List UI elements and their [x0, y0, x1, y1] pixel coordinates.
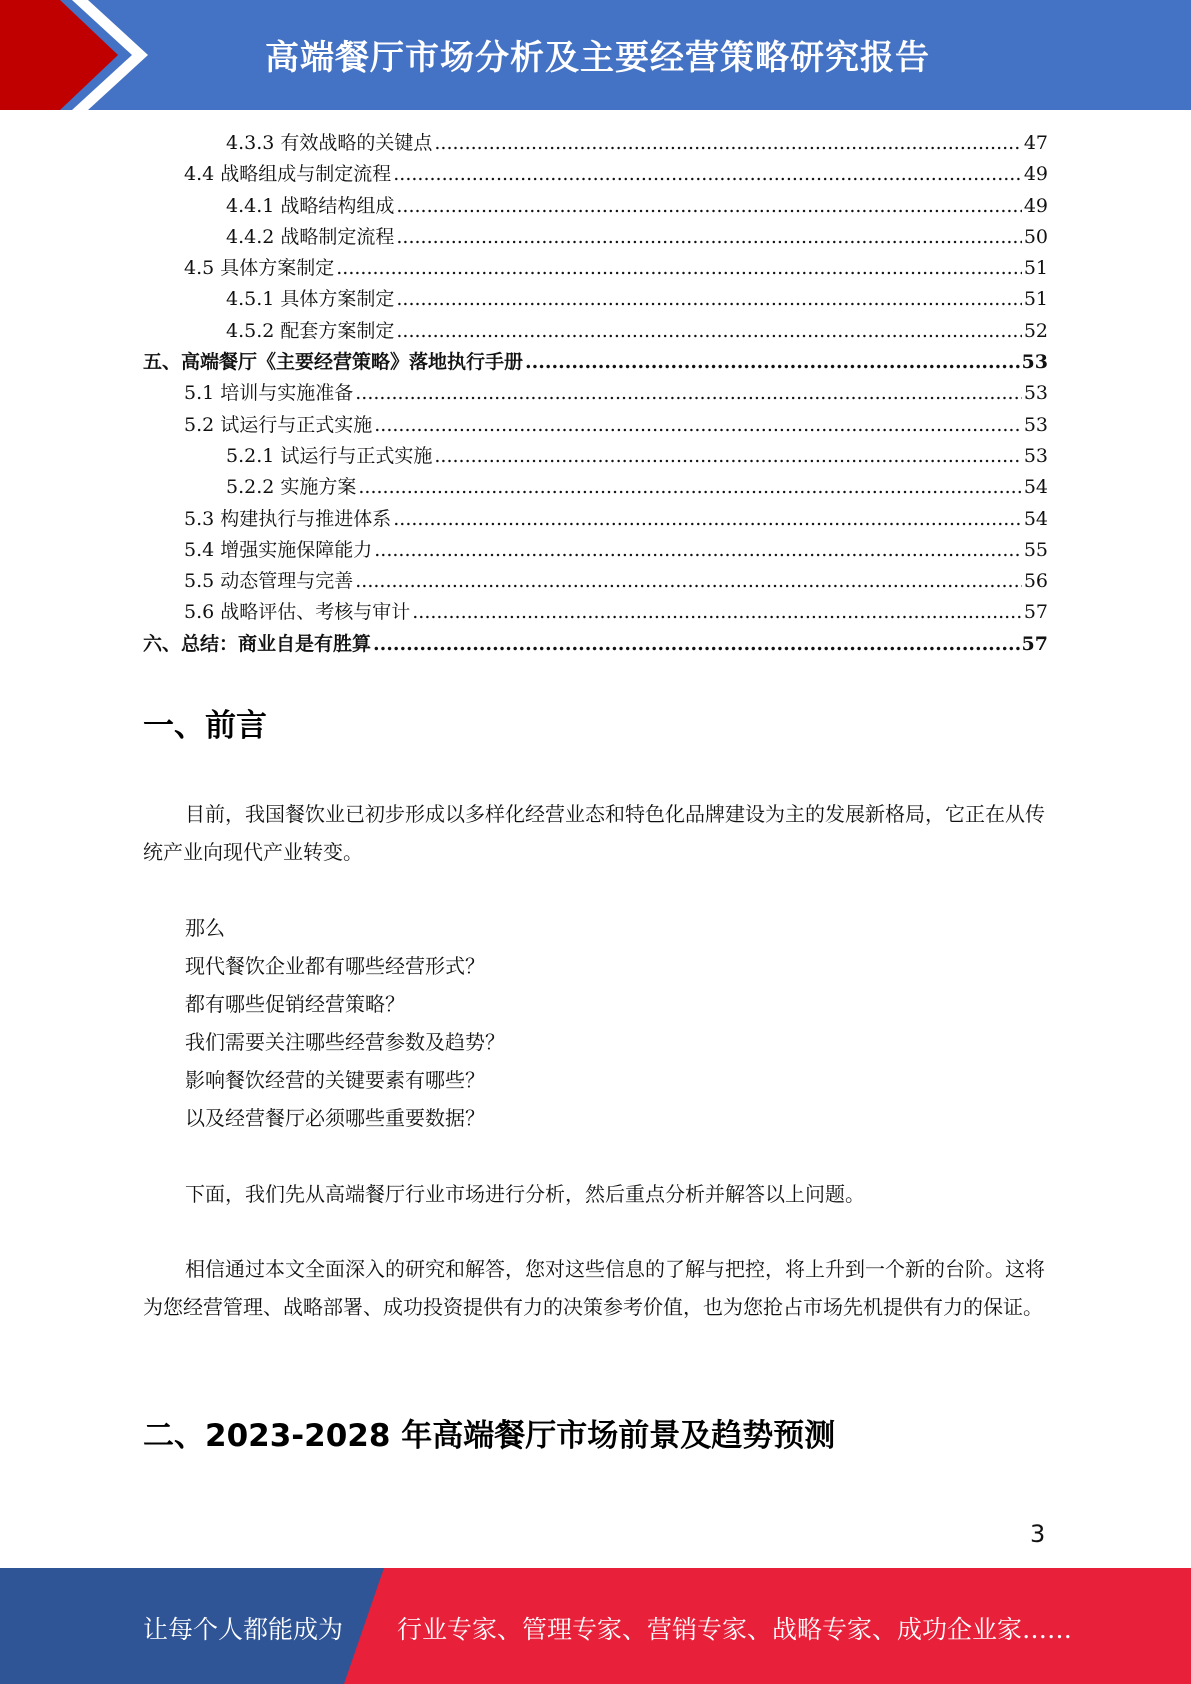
- toc-leader-dots: [396, 316, 1021, 347]
- preface-paragraph-3: 相信通过本文全面深入的研究和解答，您对这些信息的了解与把控，将上升到一个新的台阶。这将为您经营管理、战略部署、成功投资提供有力的决策参考价值，也为您抢占市场先机提供有力的保证。: [143, 1257, 1045, 1319]
- toc-entry-label: 六、总结：商业自是有胜算: [143, 632, 372, 655]
- preface-paragraph-1: 目前，我国餐饮业已初步形成以多样化经营业态和特色化品牌建设为主的发展新格局，它正在从传统产业向现代产业转变。: [143, 802, 1045, 864]
- question-item: 都有哪些促销经营策略？: [185, 992, 405, 1016]
- toc-entry[interactable]: [143, 284, 1048, 315]
- toc-entry-label: 4.5.2 配套方案制定: [226, 319, 395, 342]
- toc-entry-label: 4.4.1 战略结构组成: [226, 194, 395, 217]
- toc-entry-page: 57: [1023, 601, 1048, 624]
- question-item: 现代餐饮企业都有哪些经营形式？: [185, 954, 485, 978]
- toc-entry-page: 49: [1023, 194, 1048, 217]
- toc-entry[interactable]: [143, 253, 1048, 284]
- footer-slogan-left: 让每个人都能成为: [143, 1615, 344, 1644]
- toc-entry-label: 5.5 动态管理与完善: [184, 570, 354, 593]
- page-number: 3: [1030, 1520, 1046, 1548]
- toc-leader-dots: [336, 253, 1022, 284]
- toc-entry-label: 4.3.3 有效战略的关键点: [226, 132, 433, 154]
- toc-entry-page: 53: [1021, 351, 1048, 374]
- toc-leader-dots: [373, 629, 1020, 660]
- question-item: 以及经营餐厅必须哪些重要数据？: [185, 1106, 485, 1130]
- toc-entry-page: 57: [1021, 632, 1048, 655]
- toc-entry-label: 4.5 具体方案制定: [184, 257, 335, 280]
- toc-entry-page: 55: [1023, 538, 1048, 561]
- toc-entry-label: 五、高端餐厅《主要经营策略》落地执行手册: [143, 351, 524, 374]
- toc-entry-page: 51: [1023, 257, 1048, 280]
- footer-slogan-right: 行业专家、管理专家、营销专家、战略专家、成功企业家……: [397, 1615, 1073, 1644]
- table-of-contents: [143, 128, 1048, 660]
- toc-entry[interactable]: [143, 566, 1048, 597]
- toc-entry-page: 53: [1023, 413, 1048, 436]
- toc-leader-dots: [525, 347, 1020, 378]
- toc-leader-dots: [355, 566, 1022, 597]
- toc-entry[interactable]: [143, 347, 1048, 378]
- toc-entry-page: 49: [1023, 163, 1048, 186]
- toc-leader-dots: [374, 535, 1022, 566]
- toc-entry[interactable]: [143, 472, 1048, 503]
- toc-entry[interactable]: [143, 316, 1048, 347]
- toc-entry-label: 4.4 战略组成与制定流程: [184, 163, 392, 186]
- toc-entry[interactable]: [143, 441, 1048, 472]
- toc-entry-page: 50: [1023, 225, 1048, 248]
- section-heading-preface: 一、前言: [143, 708, 267, 744]
- toc-leader-dots: [396, 191, 1021, 222]
- toc-leader-dots: [412, 597, 1022, 628]
- toc-entry-page: 47: [1023, 132, 1048, 154]
- toc-entry[interactable]: [143, 222, 1048, 253]
- toc-entry[interactable]: [143, 191, 1048, 222]
- toc-entry-page: 53: [1023, 382, 1048, 405]
- toc-entry-page: 56: [1023, 570, 1048, 593]
- report-title: 高端餐厅市场分析及主要经营策略研究报告: [265, 38, 930, 78]
- toc-entry[interactable]: [143, 159, 1048, 190]
- question-item: 那么: [185, 916, 225, 940]
- toc-entry-label: 4.4.2 战略制定流程: [226, 225, 395, 248]
- toc-entry[interactable]: [143, 378, 1048, 409]
- page-footer: [0, 1568, 1191, 1684]
- toc-entry-page: 51: [1023, 288, 1048, 311]
- toc-entry-label: 4.5.1 具体方案制定: [226, 288, 395, 311]
- toc-entry-page: 52: [1023, 319, 1048, 342]
- toc-entry-page: 54: [1023, 507, 1048, 530]
- toc-entry[interactable]: [143, 128, 1048, 159]
- toc-leader-dots: [434, 128, 1021, 159]
- toc-leader-dots: [358, 472, 1021, 503]
- toc-entry[interactable]: [143, 504, 1048, 535]
- toc-entry[interactable]: [143, 629, 1048, 660]
- toc-entry[interactable]: [143, 410, 1048, 441]
- question-list: [185, 909, 505, 1137]
- toc-entry-label: 5.1 培训与实施准备: [184, 382, 354, 405]
- toc-entry[interactable]: [143, 597, 1048, 628]
- toc-entry-page: 53: [1023, 444, 1048, 467]
- question-item: 我们需要关注哪些经营参数及趋势？: [185, 1030, 505, 1054]
- toc-entry-label: 5.6 战略评估、考核与审计: [184, 601, 411, 624]
- toc-leader-dots: [374, 410, 1022, 441]
- toc-entry-label: 5.4 增强实施保障能力: [184, 538, 373, 561]
- toc-leader-dots: [434, 441, 1021, 472]
- question-item: 影响餐饮经营的关键要素有哪些？: [185, 1068, 485, 1092]
- toc-entry-label: 5.2 试运行与正式实施: [184, 413, 373, 436]
- section-heading-forecast: 二、2023-2028 年高端餐厅市场前景及趋势预测: [143, 1418, 836, 1454]
- toc-leader-dots: [396, 222, 1021, 253]
- toc-entry-label: 5.3 构建执行与推进体系: [184, 507, 392, 530]
- toc-entry[interactable]: [143, 535, 1048, 566]
- toc-leader-dots: [396, 284, 1021, 315]
- page-header: [0, 0, 1191, 110]
- toc-entry-page: 54: [1023, 476, 1048, 499]
- toc-leader-dots: [393, 504, 1022, 535]
- toc-entry-label: 5.2.2 实施方案: [226, 476, 357, 499]
- preface-paragraph-2: 下面，我们先从高端餐厅行业市场进行分析，然后重点分析并解答以上问题。: [185, 1182, 865, 1206]
- toc-leader-dots: [355, 378, 1022, 409]
- toc-entry-label: 5.2.1 试运行与正式实施: [226, 444, 433, 467]
- toc-leader-dots: [393, 159, 1022, 190]
